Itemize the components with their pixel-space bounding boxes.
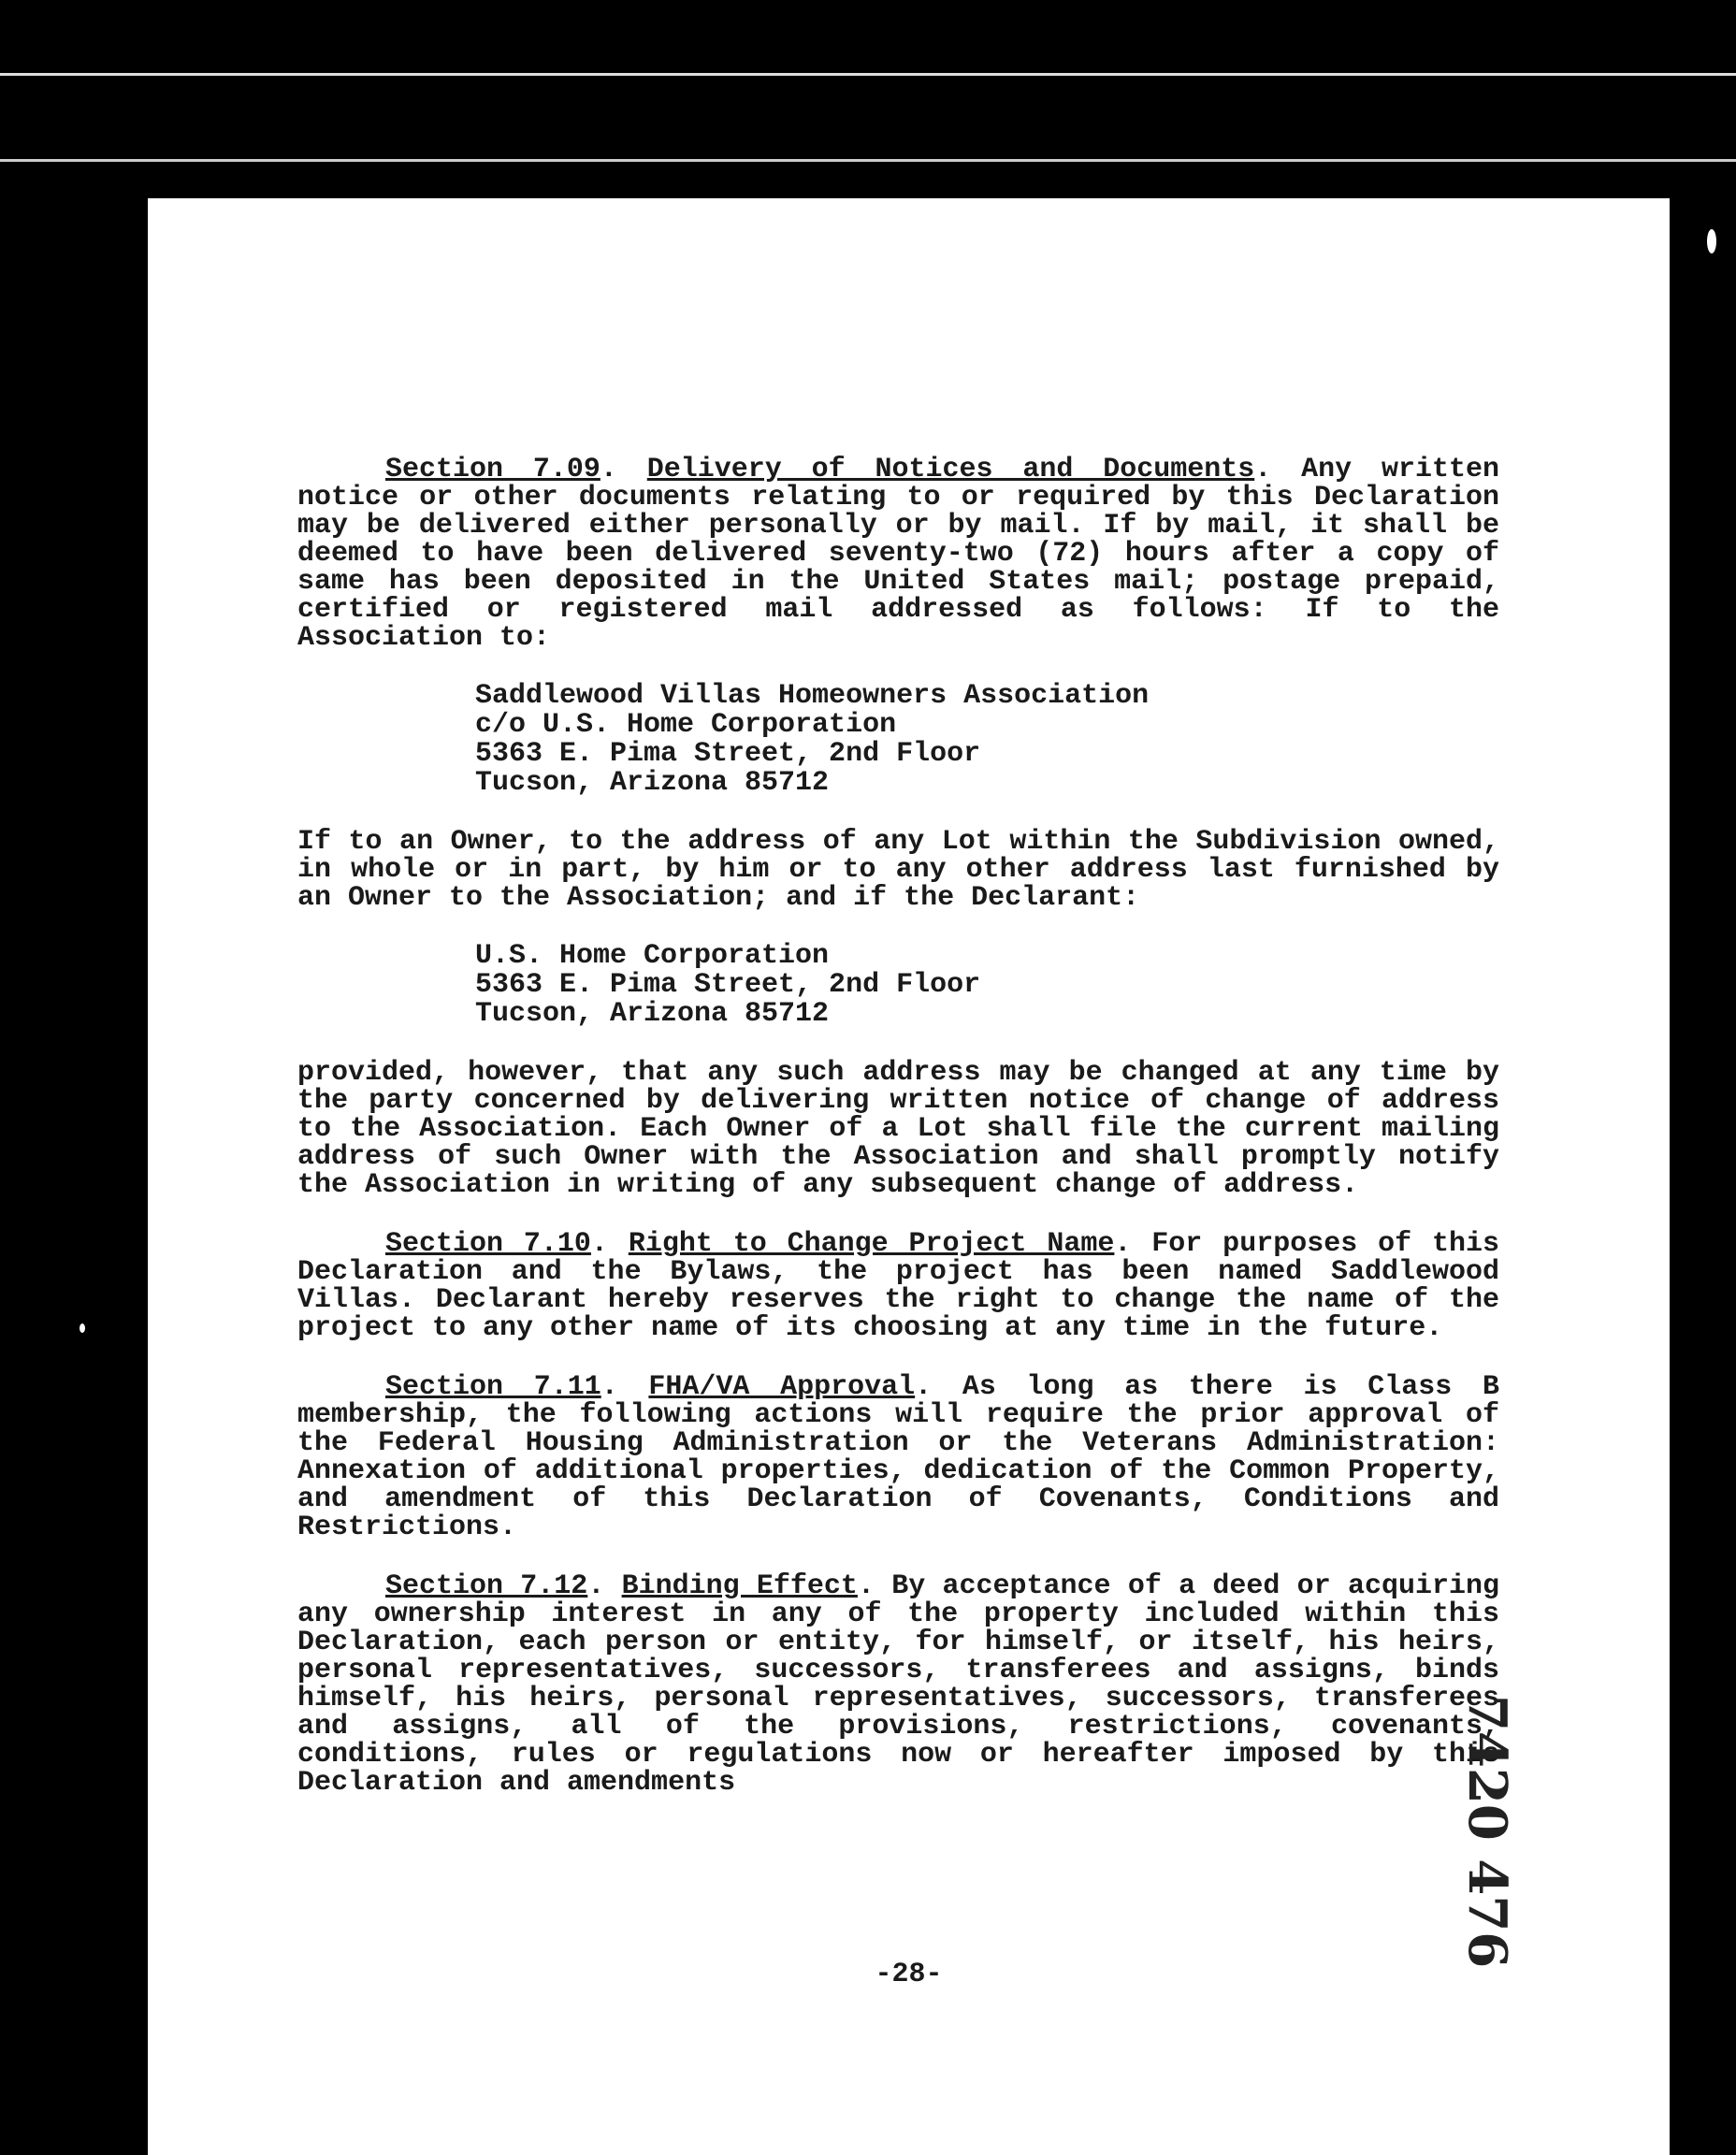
section-7-11-paragraph: Section 7.11. FHA/VA Approval. As long as there is Class B membership, the following actions will require the prior approval of the Federal Housing Administration or the Veterans Administration: Annexation of additional properties, dedication of the Common Property, and amendment of this Declaration of Covenants, Conditions and Restrictions. [297, 1371, 1499, 1543]
section-label: Section 7.11 [385, 1371, 601, 1403]
document-body [297, 456, 1499, 1797]
section-label: Section 7.12 [385, 1570, 588, 1602]
scan-artifact-line [0, 73, 1736, 76]
scan-speck [1707, 229, 1716, 253]
section-title: Delivery of Notices and Documents [646, 454, 1255, 485]
address-line: U.S. Home Corporation [475, 940, 830, 972]
section-label: Section 7.09 [385, 454, 600, 485]
owner-address-paragraph: If to an Owner, to the address of any Lot within the Subdivision owned, in whole or in part, by him or to any other address last furnished by an Owner to the Association; and if the Declarant: [297, 826, 1499, 914]
section-text: By acceptance of a deed or acquiring any ownership interest in any of the property included within this Declaration, each person or entity, for himself, or itself, his heirs, personal representatives, successors, transferees and assigns, binds himself, his heirs, personal representatives, successors, transferees and assigns, all of the provisions, restrictions, covenants, conditions, rules or regulations now or hereafter imposed by this Declaration and amendments [297, 1570, 1499, 1799]
section-7-10-paragraph: Section 7.10. Right to Change Project Name. For purposes of this Declaration and the Bylaws, the project has been named Saddlewood Villas. Declarant hereby reserves the right to change the name of the project to any other name of its choosing at any time in the future. [297, 1228, 1499, 1344]
address-line: Tucson, Arizona 85712 [475, 998, 830, 1030]
scan-top-band [0, 0, 1736, 164]
section-text: As long as there is Class B membership, the following actions will require the prior approval of the Federal Housing Administration or the Veterans Administration: Annexation of additional properties, dedication of the Common Property, and amendment of this Declaration of Covenants, Conditions and Restrictions. [297, 1371, 1499, 1543]
margin-recording-stamp: 7420 476 [1456, 1695, 1518, 1969]
section-label: Section 7.10 [385, 1228, 591, 1260]
section-7-09-paragraph: Section 7.09. Delivery of Notices and Documents. Any written notice or other documents relating to or required by this Declaration may be delivered either personally or by mail. If by mail, it shall be deemed to have been delivered seventy-two (72) hours after a copy of same has been deposited in the United States mail; postage prepaid, certified or registered mail addressed as follows: If to the Association to: [297, 454, 1499, 654]
provided-however-paragraph: provided, however, that any such address may be changed at any time by the party concerned by delivering written notice of change of address to the Association. Each Owner of a Lot shall file the current mailing address of such Owner with the Association and shall promptly notify the Association in writing of any subsequent change of address. [297, 1057, 1499, 1201]
scan-artifact-line [0, 159, 1736, 162]
section-text: For purposes of this Declaration and the Bylaws, the project has been named Saddlewood Villas. Declarant hereby reserves the right to change the name of the project to any other name of its choosing at any time in the future. [297, 1228, 1499, 1344]
declarant-address-block [475, 942, 1499, 1029]
page-number: -28- [875, 1959, 943, 1990]
address-line: c/o U.S. Home Corporation [475, 709, 897, 741]
section-title: Right to Change Project Name [628, 1228, 1115, 1260]
section-title: FHA/VA Approval [648, 1371, 916, 1403]
section-text: Any written notice or other documents relating to or required by this Declaration may be delivered either personally or by mail. If by mail, it shall be deemed to have been delivered seventy-two (72) hours after a copy of same has been deposited in the United States mail; postage prepaid, certified or registered mail addressed as follows: If to the Association to: [297, 454, 1499, 654]
section-title: Binding Effect [621, 1570, 858, 1602]
address-line: Saddlewood Villas Homeowners Association [475, 680, 1150, 712]
address-line: 5363 E. Pima Street, 2nd Floor [475, 738, 981, 770]
address-line: Tucson, Arizona 85712 [475, 767, 830, 799]
address-line: 5363 E. Pima Street, 2nd Floor [475, 969, 981, 1001]
association-address-block [475, 682, 1499, 798]
section-7-12-paragraph: Section 7.12. Binding Effect. By acceptance of a deed or acquiring any ownership interest in any of the property included within this Declaration, each person or entity, for himself, or itself, his heirs, personal representatives, successors, transferees and assigns, binds himself, his heirs, personal representatives, successors, transferees and assigns, all of the provisions, restrictions, covenants, conditions, rules or regulations now or hereafter imposed by this Declaration and amendments [297, 1570, 1499, 1799]
scan-speck [80, 1323, 85, 1333]
document-page [148, 198, 1670, 2155]
